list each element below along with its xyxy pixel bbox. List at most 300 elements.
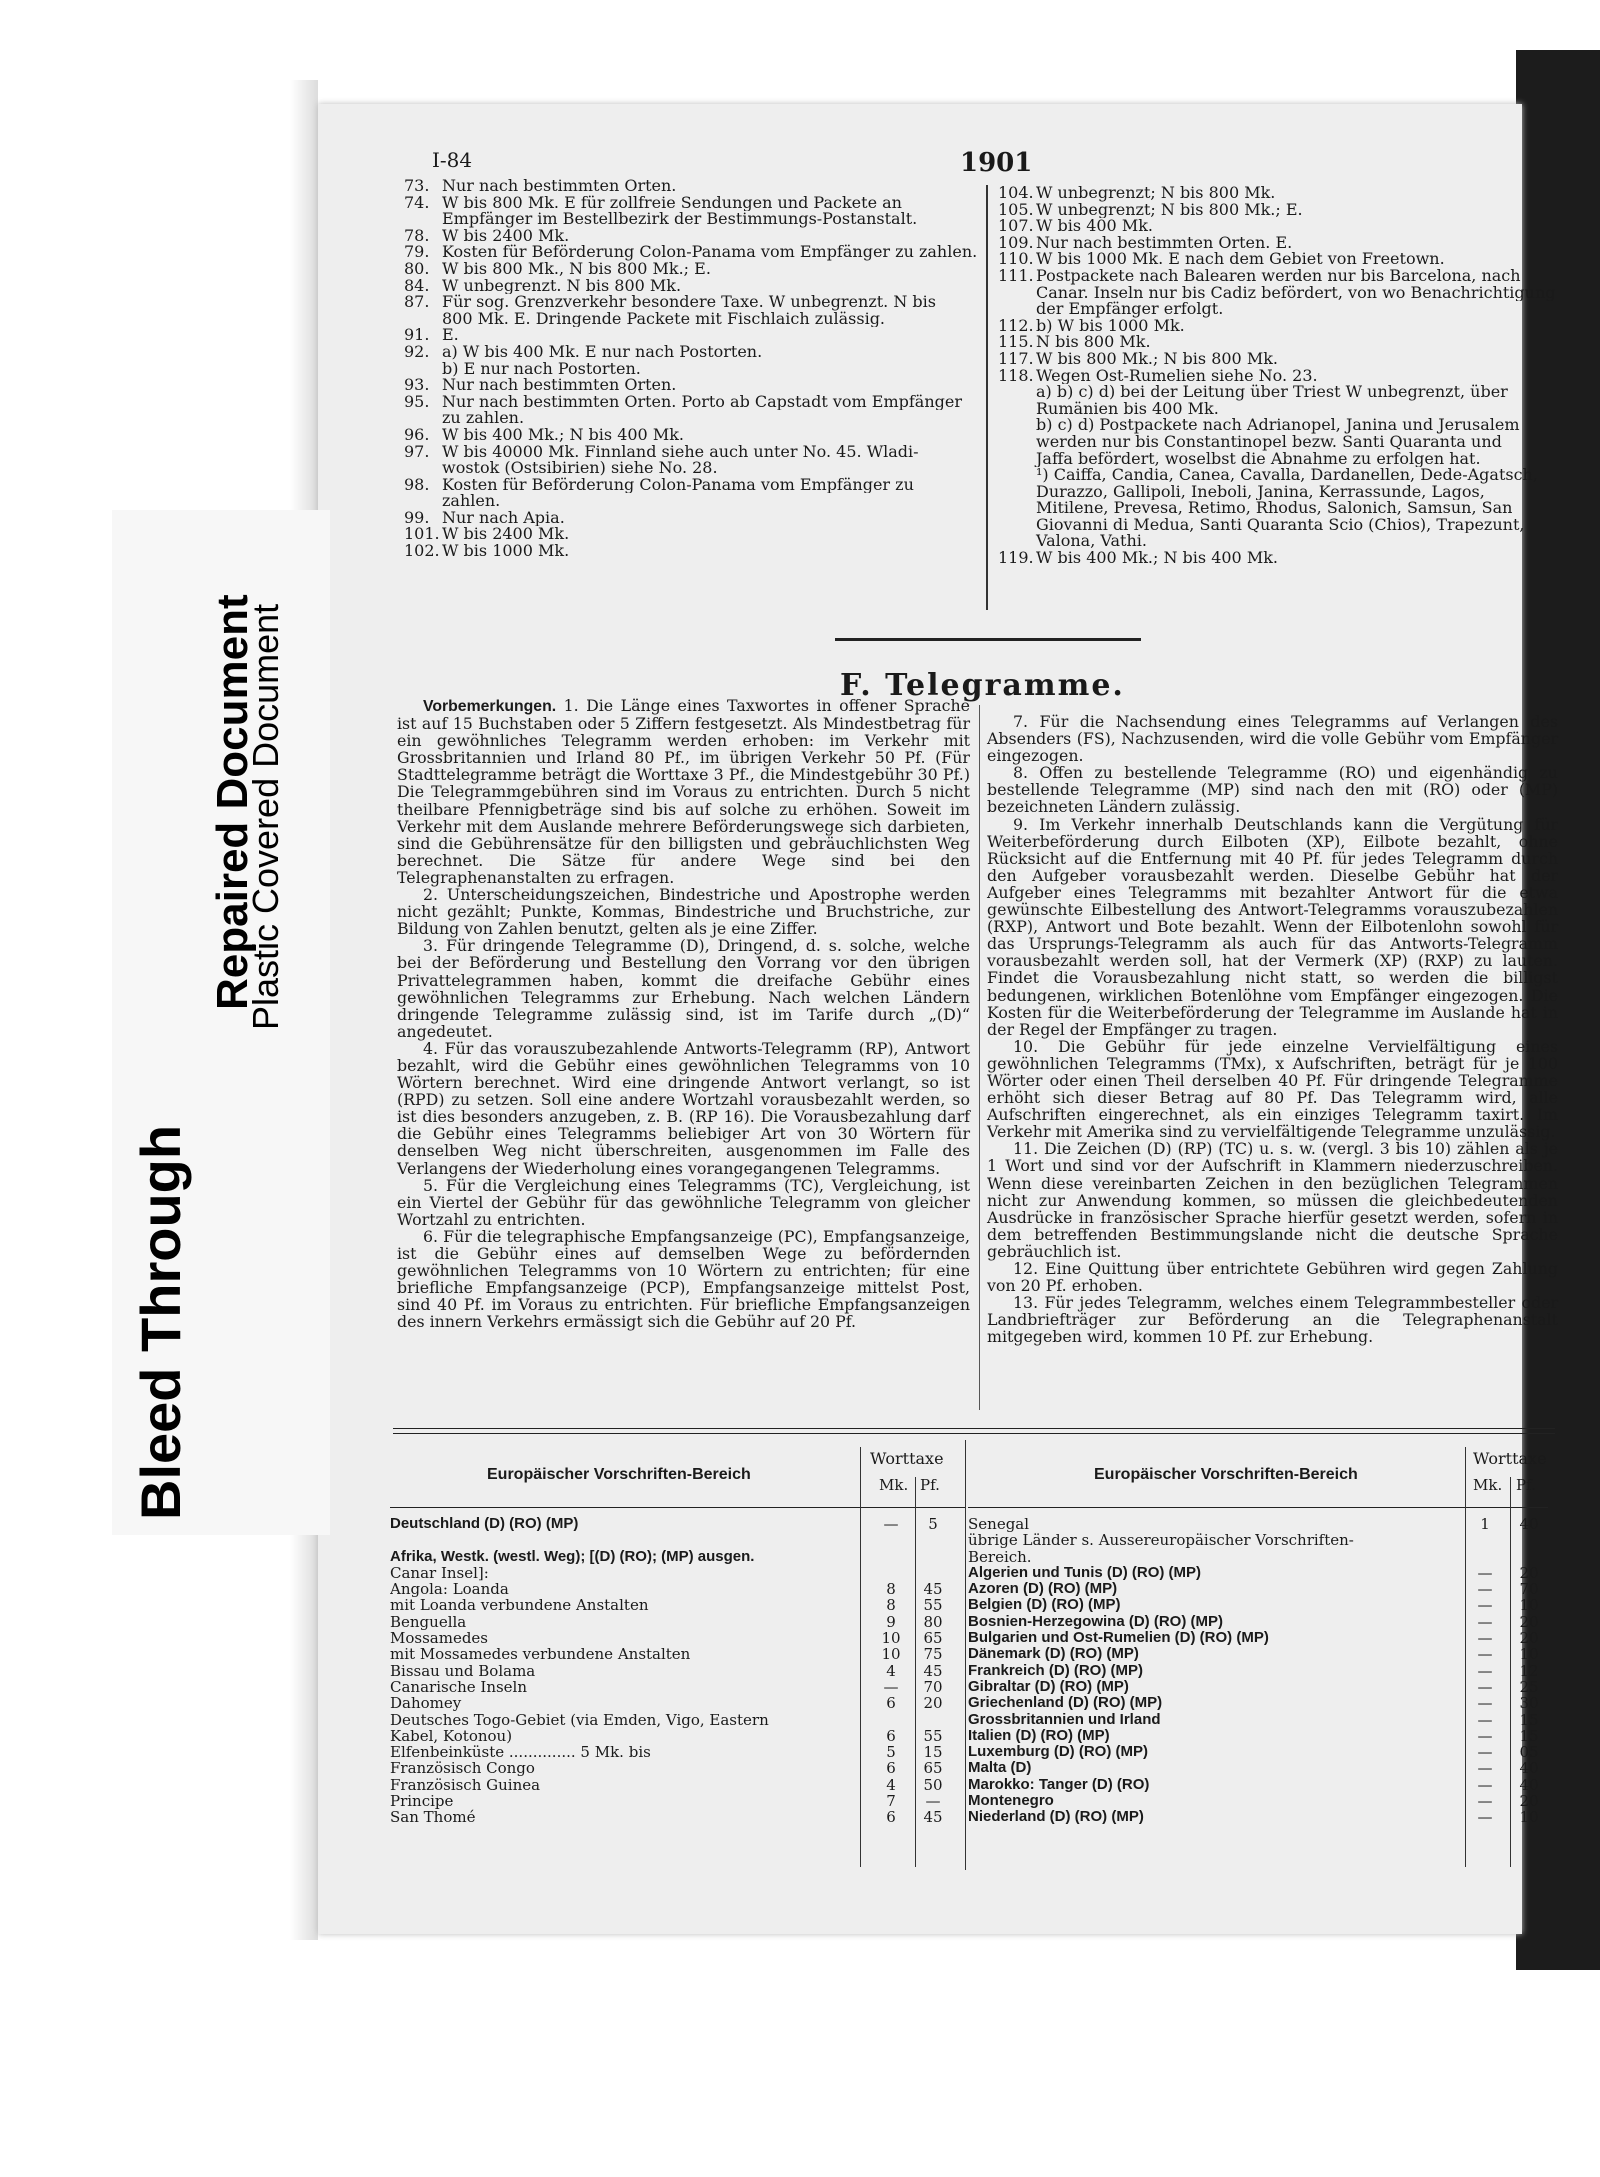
table-row xyxy=(968,1614,1548,1630)
row-mk: 5 xyxy=(886,1743,896,1762)
row-country: Niederland (D) (RO) (MP) xyxy=(968,1809,1144,1826)
footnote xyxy=(998,401,1558,418)
footnote-text: b) W bis 1000 Mk. xyxy=(1036,317,1185,335)
footnote xyxy=(998,235,1558,252)
footnote-number: 80. xyxy=(404,260,430,278)
footnote xyxy=(404,278,982,295)
footnote-text: Wegen Ost-Rumelien siehe No. 23. xyxy=(1036,367,1318,385)
row-pf: 70 xyxy=(1519,1580,1539,1599)
row-country: Senegal xyxy=(968,1516,1030,1533)
row-mk: 6 xyxy=(886,1759,896,1778)
row-country: Angola: Loanda xyxy=(390,1581,509,1598)
table-row xyxy=(968,1679,1548,1695)
row-mk: — xyxy=(1477,1563,1493,1582)
row-pf: 45 xyxy=(923,1580,943,1599)
table-row xyxy=(968,1695,1548,1711)
row-mk: — xyxy=(1477,1677,1493,1696)
footnote-text: N bis 800 Mk. xyxy=(1036,334,1151,351)
row-mk: — xyxy=(1477,1661,1493,1680)
footnote-number: 84. xyxy=(404,277,430,295)
footnote-number: 117. xyxy=(998,350,1034,368)
footnote xyxy=(404,195,982,212)
row-mk: — xyxy=(1477,1596,1493,1615)
paragraph-text: 12. Eine Quittung über entrichtete Gebühren wird gegen Zahlung von 20 Pf. erhoben. xyxy=(987,1259,1558,1296)
row-country: Bereich. xyxy=(968,1548,1032,1565)
row-country: Marokko: Tanger (D) (RO) xyxy=(968,1776,1150,1793)
row-pf: 20 xyxy=(1519,1612,1539,1631)
table-row xyxy=(390,1565,965,1581)
footnote-text: E. xyxy=(442,327,459,344)
row-pf: 80 xyxy=(923,1612,943,1631)
table-row xyxy=(390,1614,965,1630)
footnote-text: Mitilene, Prevesa, Retimo, Rhodus, Salonich, Samsun, San xyxy=(1036,500,1513,517)
table-row xyxy=(968,1744,1548,1760)
footnote-number: 92. xyxy=(404,343,430,361)
footnote-text: Jaffa befördert, woselbst die Abnahme zu erfolgen hat. xyxy=(1036,450,1481,468)
paragraph-lead: Vorbemerkungen. xyxy=(423,698,557,715)
row-pf: 65 xyxy=(923,1629,943,1648)
table-row xyxy=(390,1809,965,1825)
row-country: San Thomé xyxy=(390,1809,476,1826)
footnote xyxy=(404,211,982,228)
footnote-number: 97. xyxy=(404,443,430,461)
row-country: Italien (D) (RO) (MP) xyxy=(968,1727,1110,1744)
table-row xyxy=(968,1581,1548,1597)
row-pf: 25 xyxy=(1519,1677,1539,1696)
body-column-divider xyxy=(979,705,980,1410)
footnote xyxy=(998,384,1558,401)
row-pf: — xyxy=(925,1792,941,1811)
tariff-table-right xyxy=(968,1447,1548,1826)
row-mk: — xyxy=(1477,1743,1493,1762)
row-pf: 05 xyxy=(1519,1743,1539,1762)
footnote-number: 111. xyxy=(998,267,1034,285)
footnote xyxy=(404,327,982,344)
row-mk: 8 xyxy=(886,1596,896,1615)
paragraph xyxy=(397,1177,970,1228)
footnote xyxy=(998,301,1558,318)
paragraph-text: 5. Für die Vergleichung eines Telegramms (TC), Vergleichung, ist ein Viertel der Gebühr für das gewöhnliche Telegramm von gleicher Wortzahl zu entrichten. xyxy=(397,1175,970,1229)
table-col-line xyxy=(1465,1447,1466,1867)
table-header-pf: Pf. xyxy=(920,1476,940,1494)
footnotes-left xyxy=(404,178,982,560)
row-mk: — xyxy=(1477,1726,1493,1745)
footnote xyxy=(998,467,1558,484)
table-row xyxy=(968,1663,1548,1679)
table-header-region: Europäischer Vorschriften-Bereich xyxy=(1094,1466,1358,1483)
row-country: Französisch Guinea xyxy=(390,1776,541,1793)
row-country: Algerien und Tunis (D) (RO) (MP) xyxy=(968,1564,1202,1581)
row-country: Deutschland (D) (RO) (MP) xyxy=(390,1516,579,1532)
table-row xyxy=(968,1597,1548,1613)
footnote-number: 102. xyxy=(404,543,440,560)
row-mk: 9 xyxy=(886,1612,896,1631)
body-left-column xyxy=(397,697,970,1330)
row-country: Frankreich (D) (RO) (MP) xyxy=(968,1662,1144,1679)
row-mk: — xyxy=(1477,1775,1493,1794)
footnote-text: b) c) d) Postpackete nach Adrianopel, Janina und Jerusalem xyxy=(1036,417,1520,434)
row-country: Dahomey xyxy=(390,1695,462,1712)
row-mk: 10 xyxy=(881,1645,901,1664)
footnote xyxy=(998,434,1558,451)
footnote-number: 95. xyxy=(404,393,430,411)
footnote-text: W bis 400 Mk.; N bis 400 Mk. xyxy=(1036,550,1278,567)
footnote-text: Kosten für Beförderung Colon-Panama vom Empfänger zu zahlen. xyxy=(442,244,978,261)
footnote-number: 112. xyxy=(998,317,1034,335)
row-country: Afrika, Westk. (westl. Weg); [(D) (RO); (MP) ausgen. xyxy=(390,1548,755,1565)
row-country: Griechenland (D) (RO) (MP) xyxy=(968,1695,1163,1712)
row-pf: 10 xyxy=(1519,1645,1539,1664)
tariff-table-left xyxy=(390,1447,965,1826)
table-header-mk: Mk. xyxy=(879,1476,909,1494)
table-row xyxy=(968,1532,1548,1548)
table-row xyxy=(968,1760,1548,1776)
footnote-text: Nur nach bestimmten Orten. Porto ab Capstadt vom Empfänger xyxy=(442,393,962,411)
row-pf: 20 xyxy=(923,1694,943,1713)
table-row xyxy=(390,1760,965,1776)
footnote xyxy=(404,477,982,494)
footnotes-right xyxy=(998,185,1558,567)
row-pf: 45 xyxy=(923,1661,943,1680)
footnote-number: 91. xyxy=(404,327,430,344)
row-pf: 10 xyxy=(1519,1596,1539,1615)
row-pf: 55 xyxy=(923,1726,943,1745)
footnote-number: 107. xyxy=(998,218,1034,235)
row-country: Azoren (D) (RO) (MP) xyxy=(968,1581,1118,1598)
row-country: Elfenbeinküste .............. 5 Mk. bis xyxy=(390,1744,651,1761)
paragraph xyxy=(987,1140,1558,1260)
page-year: 1901 xyxy=(960,148,1033,178)
paragraph xyxy=(397,937,970,1040)
row-pf: 10 xyxy=(1519,1808,1539,1827)
footnote xyxy=(998,484,1558,501)
paragraph-text: 2. Unterscheidungszeichen, Bindestriche und Apostrophe werden nicht gezählt; Punkte, Kommas, Bindestriche und Bruchstriche, zur Bildung von Zahlen benutzt, gelten als je eine Ziffer. xyxy=(397,885,970,939)
table-header xyxy=(968,1447,1548,1508)
table-row xyxy=(968,1777,1548,1793)
footnote-text: W unbegrenzt; N bis 800 Mk.; E. xyxy=(1036,201,1303,219)
footnote-text: Kosten für Beförderung Colon-Panama vom Empfänger zu xyxy=(442,476,914,494)
footnote-number: 78. xyxy=(404,227,430,245)
row-country: Mossamedes xyxy=(390,1630,489,1647)
footnote-text: b) E nur nach Postorten. xyxy=(442,360,641,378)
footnote-number: 93. xyxy=(404,377,430,394)
footnote-text: W bis 800 Mk. E für zollfreie Sendungen und Packete an xyxy=(442,194,902,212)
table-row xyxy=(390,1581,965,1597)
table-row xyxy=(968,1516,1548,1532)
row-mk: — xyxy=(883,1515,899,1533)
footnote xyxy=(404,311,982,328)
table-row xyxy=(968,1549,1548,1565)
paragraph xyxy=(397,886,970,937)
table-row xyxy=(390,1793,965,1809)
paragraph-text: 13. Für jedes Telegramm, welches einem Telegrammbesteller oder Landbriefträger zur Beförderung an die Telegraphenanstalt mitgegeben wird, kommen 10 Pf. zur Erhebung. xyxy=(987,1293,1558,1347)
row-mk: 4 xyxy=(886,1661,896,1680)
row-pf: 20 xyxy=(1519,1792,1539,1811)
footnote-text: W unbegrenzt; N bis 800 Mk. xyxy=(1036,185,1276,202)
footnote-number: 110. xyxy=(998,251,1034,268)
table-row xyxy=(390,1549,965,1565)
row-country: Gibraltar (D) (RO) (MP) xyxy=(968,1678,1129,1695)
row-pf: 20 xyxy=(1519,1563,1539,1582)
footnote xyxy=(404,410,982,427)
footnote-text: a) b) c) d) bei der Leitung über Triest W unbegrenzt, über xyxy=(1036,384,1508,401)
row-mk: — xyxy=(1477,1645,1493,1664)
footnote xyxy=(998,268,1558,285)
footnote-number: 73. xyxy=(404,178,430,195)
row-pf: 20 xyxy=(1519,1629,1539,1648)
footnote xyxy=(404,261,982,278)
footnote-text: Postpackete nach Balearen werden nur bis Barcelona, nach xyxy=(1036,267,1521,285)
footnote xyxy=(998,318,1558,335)
paragraph-text: 1. Die Länge eines Taxwortes in offener Sprache ist auf 15 Buchstaben oder 5 Ziffern festgesetzt. Als Mindestbetrag für ein gewöhnliches Telegramm werden erhoben: im Verkehr mit Grossbritannien und Irland 80 Pf., im übrigen Verkehr 50 Pf. (Für Stadttelegramme beträgt die Worttaxe 3 Pf., die Mindestgebühr 30 Pf.) Die Telegrammgebühren sind im Voraus zu entrichten. Durch 5 nicht theilbare Pfennigbeträge sind bis auf solche zu erhöhen. Soweit im Verkehr mit dem Auslande mehrere Beförderungswege sich darbieten, sind die Gebührensätze für den billigsten und gebräuchlichsten Weg berechnet. Die Sätze für andere Wege sind bei den Telegraphenanstalten zu erfragen. xyxy=(397,696,970,887)
footnote xyxy=(404,394,982,411)
footnote-text: werden nur bis Constantinopel bezw. Santi Quaranta und xyxy=(1036,433,1502,451)
table-header-worttaxe: Worttaxe xyxy=(870,1449,944,1468)
row-country: Malta (D) xyxy=(968,1760,1032,1777)
footnote-text: W bis 400 Mk. xyxy=(1036,218,1153,235)
body-right-column xyxy=(987,713,1558,1345)
footnote-number: 99. xyxy=(404,509,430,527)
footnote-text: Giovanni di Medua, Santi Quaranta Scio (Chios), Trapezunt, xyxy=(1036,516,1525,534)
row-mk: — xyxy=(1477,1710,1493,1729)
table-row xyxy=(390,1532,965,1548)
footnote xyxy=(404,543,982,560)
footnote xyxy=(404,361,982,378)
row-mk: 6 xyxy=(886,1808,896,1827)
paragraph-text: 8. Offen zu bestellende Telegramme (RO) und eigenhändig zu bestellende Telegramme (MP) sind nach den mit (RO) oder (MP) bezeichneten Ländern zulässig. xyxy=(987,763,1558,817)
row-country: mit Mossamedes verbundene Anstalten xyxy=(390,1646,691,1663)
paragraph-text: 7. Für die Nachsendung eines Telegramms auf Verlangen des Absenders (FS), Nachzusenden, wird die volle Gebühr vom Empfänger eingezogen. xyxy=(987,712,1558,766)
paragraph xyxy=(987,1260,1558,1294)
paragraph xyxy=(397,697,970,886)
table-header-region: Europäischer Vorschriften-Bereich xyxy=(487,1466,751,1483)
row-mk: — xyxy=(1477,1759,1493,1778)
footnote-text: zu zahlen. xyxy=(442,410,525,427)
footnote xyxy=(998,550,1558,567)
repaired-document-stamp: Repaired Document xyxy=(208,594,257,1010)
footnote-text: W bis 800 Mk.; N bis 800 Mk. xyxy=(1036,350,1278,368)
table-col-line xyxy=(965,1440,966,1870)
footnote xyxy=(998,500,1558,517)
footnote xyxy=(404,228,982,245)
table-header xyxy=(390,1447,965,1508)
row-pf: 15 xyxy=(1519,1726,1539,1745)
table-row xyxy=(968,1630,1548,1646)
section-rule xyxy=(835,638,1141,641)
footnote-number: 98. xyxy=(404,476,430,494)
paragraph-text: 9. Im Verkehr innerhalb Deutschlands kann die Vergütung für Weiterbeförderung durch Eilboten (XP), Eilbote bezahlt, ohne Rücksicht auf die Entfernung mit 40 Pf. für jedes Telegramm durch den Aufgeber vorausbezahlt werden. Dieselbe Gebühr hat der Aufgeber eines Telegramms mit bezahlter Antwort für die etwa gewünschte Eilbestellung des Antwort-Telegramms vorauszubezahlen (RXP), Antwort und Bote bezahlt. Wenn der Eilbotenlohn sowohl für das Ursprungs-Telegramm als auch für das Antworts-Telegramm vorausbezahlt werden soll, hat der Vermerk (XP) (RXP) zu lauten. Findet die Vorausbezahlung nicht statt, so werden die billigst bedungenen, wirklichen Botenlöhne vom Empfänger eingezogen. Die Kosten für die Weiterbeförderung der Telegramme im Auslande hat in der Regel der Empfänger zu tragen. xyxy=(987,814,1558,1039)
row-country: Montenegro xyxy=(968,1793,1054,1810)
footnote-number: 105. xyxy=(998,201,1034,219)
table-col-line xyxy=(1510,1477,1511,1867)
row-mk: — xyxy=(883,1677,899,1696)
footnote-text: W bis 1000 Mk. xyxy=(442,543,570,560)
footnote-text: Nur nach bestimmten Orten. xyxy=(442,178,677,195)
footnote-text: W bis 40000 Mk. Finnland siehe auch unter No. 45. Wladi- xyxy=(442,443,919,461)
footnote-text: 800 Mk. E. Dringende Packete mit Fischlaich zulässig. xyxy=(442,310,886,328)
paragraph xyxy=(987,1038,1558,1141)
footnote xyxy=(404,244,982,261)
footnote xyxy=(404,178,982,195)
table-header-worttaxe: Worttaxe xyxy=(1473,1449,1547,1468)
table-row xyxy=(390,1695,965,1711)
paragraph xyxy=(987,713,1558,764)
table-row xyxy=(968,1646,1548,1662)
footnote-text: W bis 1000 Mk. E nach dem Gebiet von Freetown. xyxy=(1036,251,1445,268)
row-mk: 10 xyxy=(881,1629,901,1648)
table-col-line xyxy=(915,1477,916,1867)
paragraph xyxy=(397,1040,970,1177)
row-mk: — xyxy=(1477,1612,1493,1631)
footnote xyxy=(404,344,982,361)
row-pf: 15 xyxy=(923,1743,943,1762)
row-mk: 8 xyxy=(886,1580,896,1599)
paragraph-text: 10. Die Gebühr für jede einzelne Vervielfältigung eines gewöhnlichen Telegramms (TMx), x Aufschriften, beträgt für je 100 Wörter oder einen Theil derselben 40 Pf. Für dringende Telegramme erhöht sich dieser Betrag auf 80 Pf. Das Telegramm wird, alle Aufschriften eingerechnet, als ein einziges Telegramm taxirt. Im Verkehr mit Amerika sind zu vervielfältigende Telegramme unzulässig. xyxy=(987,1036,1558,1142)
table-row xyxy=(968,1565,1548,1581)
row-mk: 6 xyxy=(886,1726,896,1745)
row-mk: — xyxy=(1477,1580,1493,1599)
footnote xyxy=(998,218,1558,235)
row-pf: 45 xyxy=(923,1808,943,1827)
footnote xyxy=(404,526,982,543)
footnote-text: a) W bis 400 Mk. E nur nach Postorten. xyxy=(442,343,763,361)
footnote-text: W bis 2400 Mk. xyxy=(442,526,570,544)
footnote xyxy=(998,251,1558,268)
footnote-number: 119. xyxy=(998,550,1034,567)
footnote-text: W unbegrenzt. N bis 800 Mk. xyxy=(442,277,682,295)
footnote-text: W bis 800 Mk., N bis 800 Mk.; E. xyxy=(442,260,711,278)
table-top-rule-2 xyxy=(393,1433,1555,1434)
footnote xyxy=(998,451,1558,468)
bleed-through-stamp: Bleed Through xyxy=(129,1124,192,1520)
page-reference: I-84 xyxy=(432,148,473,172)
footnote xyxy=(404,510,982,527)
footnote-text: Empfänger im Bestellbezirk der Bestimmungs-Postanstalt. xyxy=(442,211,918,228)
table-row xyxy=(390,1728,965,1744)
footnote-text: Nur nach bestimmten Orten. xyxy=(442,377,677,394)
footnote-text: W bis 400 Mk.; N bis 400 Mk. xyxy=(442,426,684,444)
row-country: Benguella xyxy=(390,1613,467,1630)
footnote-number: 118. xyxy=(998,367,1034,385)
row-mk: 4 xyxy=(886,1775,896,1794)
footnote-number: 101. xyxy=(404,526,440,544)
footnote-text: wostok (Ostsibirien) siehe No. 28. xyxy=(442,460,718,477)
footnote-text: Canar. Inseln nur bis Cadiz befördert, von wo Benachrichtigung xyxy=(1036,284,1556,302)
row-pf: 15 xyxy=(1519,1710,1539,1729)
footnote xyxy=(998,417,1558,434)
table-row xyxy=(968,1712,1548,1728)
row-country: Bulgarien und Ost-Rumelien (D) (RO) (MP) xyxy=(968,1630,1269,1647)
table-col-line xyxy=(860,1447,861,1867)
row-country: Luxemburg (D) (RO) (MP) xyxy=(968,1744,1148,1761)
footnote-text: Nur nach Apia. xyxy=(442,509,565,527)
footnote xyxy=(404,377,982,394)
footnote xyxy=(404,427,982,444)
footnote xyxy=(998,533,1558,550)
paragraph-text: 3. Für dringende Telegramme (D), Dringend, d. s. solche, welche bei der Beförderung und Bestellung den Vorrang vor den übrigen Privattelegrammen haben, kommt die dreifache Gebühr eines gewöhnlichen Telegramms zur Erhebung. Nach welchen Ländern dringende Telegramme zulässig sind, ist im Tarife durch „(D)“ angedeutet. xyxy=(397,936,970,1041)
footnote-number: 87. xyxy=(404,294,430,311)
row-mk: — xyxy=(1477,1808,1493,1827)
row-mk: — xyxy=(1477,1694,1493,1713)
footnote xyxy=(998,202,1558,219)
row-country: Principe xyxy=(390,1793,454,1810)
footnote-text: Nur nach bestimmten Orten. E. xyxy=(1036,234,1293,252)
row-pf: 50 xyxy=(923,1775,943,1794)
row-pf: 12 xyxy=(1519,1661,1539,1680)
row-country: übrige Länder s. Aussereuropäischer Vorschriften- xyxy=(968,1532,1354,1549)
table-row xyxy=(390,1679,965,1695)
footnote xyxy=(404,493,982,510)
paragraph xyxy=(987,764,1558,815)
row-country: mit Loanda verbundene Anstalten xyxy=(390,1597,649,1614)
table-row xyxy=(390,1712,965,1728)
paragraph-text: 6. Für die telegraphische Empfangsanzeige (PC), Empfangsanzeige, ist die Gebühr eines auf demselben Wege zu befördernden gewöhnlichen Telegramms von 10 Wörtern zu entrichten; für eine briefliche Empfangsanzeige (PCP), Empfangsanzeige mittelst Post, sind 40 Pf. im Voraus zu entrichten. Für briefliche Empfangsanzeigen des innern Verkehrs ermässigt sich die Gebühr auf 20 Pf. xyxy=(397,1226,970,1332)
row-country: Grossbritannien und Irland xyxy=(968,1711,1161,1728)
paragraph xyxy=(397,1228,970,1331)
row-pf: 65 xyxy=(923,1759,943,1778)
footnote xyxy=(998,517,1558,534)
row-country: Französisch Congo xyxy=(390,1760,535,1777)
row-pf: 70 xyxy=(923,1677,943,1696)
table-row xyxy=(390,1597,965,1613)
row-country: Kabel, Kotonou) xyxy=(390,1727,513,1745)
footnote xyxy=(404,460,982,477)
paragraph xyxy=(987,816,1558,1038)
footnote-number: 96. xyxy=(404,426,430,444)
column-divider xyxy=(986,185,988,610)
table-row xyxy=(390,1777,965,1793)
paragraph-text: 4. Für das vorauszubezahlende Antworts-Telegramm (RP), Antwort bezahlt, wird die Gebühr eines gewöhnlichen Telegramms von 10 Wörtern berechnet. Wird eine dringende Antwort verlangt, so ist (RPD) zu setzen. Soll eine andere Wortzahl vorausbezahlt werden, so ist dies besonders anzugeben, z. B. (RP 16). Die Vorausbezahlung darf die Gebühr eines Telegramms beliebiger Art von 30 Wörtern für denselben Weg nicht überschreiten, ausgenommen im Falle des Verlangens der Wiederholung eines vorangegangenen Telegramms. xyxy=(397,1038,970,1178)
footnote-number: 104. xyxy=(998,185,1034,202)
table-row xyxy=(390,1646,965,1662)
footnote-number: 109. xyxy=(998,234,1034,252)
row-mk: 7 xyxy=(886,1792,896,1811)
footnote xyxy=(404,294,982,311)
plastic-covered-stamp: Plastic Covered Document xyxy=(245,603,286,1030)
row-mk: 6 xyxy=(886,1694,896,1713)
row-country: Canarische Inseln xyxy=(390,1678,528,1696)
row-country: Bissau und Bolama xyxy=(390,1662,536,1679)
footnote-number: 79. xyxy=(404,244,430,261)
table-row xyxy=(390,1516,965,1532)
row-country: Canar Insel]: xyxy=(390,1564,489,1582)
row-mk: — xyxy=(1477,1629,1493,1648)
footnote-text: Durazzo, Gallipoli, Ineboli, Janina, Kerrassunde, Lagos, xyxy=(1036,483,1485,501)
table-row xyxy=(968,1728,1548,1744)
table-row xyxy=(390,1744,965,1760)
table-top-rule xyxy=(393,1428,1555,1429)
row-pf: 40 xyxy=(1519,1759,1539,1778)
row-pf: 55 xyxy=(923,1596,943,1615)
row-country: Bosnien-Herzegowina (D) (RO) (MP) xyxy=(968,1613,1223,1630)
footnote-text: Rumänien bis 400 Mk. xyxy=(1036,400,1219,418)
footnote-number: 115. xyxy=(998,334,1034,351)
footnote-text: W bis 2400 Mk. xyxy=(442,227,570,245)
footnote-text: Für sog. Grenzverkehr besondere Taxe. W unbegrenzt. N bis xyxy=(442,294,936,311)
footnote xyxy=(998,334,1558,351)
row-pf: 5 xyxy=(928,1515,938,1533)
row-pf: 30 xyxy=(1519,1694,1539,1713)
paragraph xyxy=(987,1294,1558,1345)
paragraph-text: 11. Die Zeichen (D) (RP) (TC) u. s. w. (vergl. 3 bis 10) zählen als je 1 Wort und sind vor der Aufschrift in Klammern niederzuschreiben. Wenn diese vereinbarten Zeichen in den bezüglichen Telegrammen nicht zur Anwendung kommen, so müssen die gleichbedeutenden Ausdrücke in französischer Sprache hierfür gesetzt werden, sofern in dem betreffenden Bestimmungslande nicht die deutsche Sprache gebräuchlich ist. xyxy=(987,1139,1558,1261)
footnote xyxy=(998,351,1558,368)
footnote-text: zahlen. xyxy=(442,493,501,510)
footnote-text: Valona, Vathi. xyxy=(1036,533,1147,551)
row-country: Belgien (D) (RO) (MP) xyxy=(968,1597,1121,1614)
row-pf: 40 xyxy=(1519,1515,1539,1533)
row-country: Deutsches Togo-Gebiet (via Emden, Vigo, Eastern xyxy=(390,1711,769,1728)
row-pf: 40 xyxy=(1519,1775,1539,1794)
